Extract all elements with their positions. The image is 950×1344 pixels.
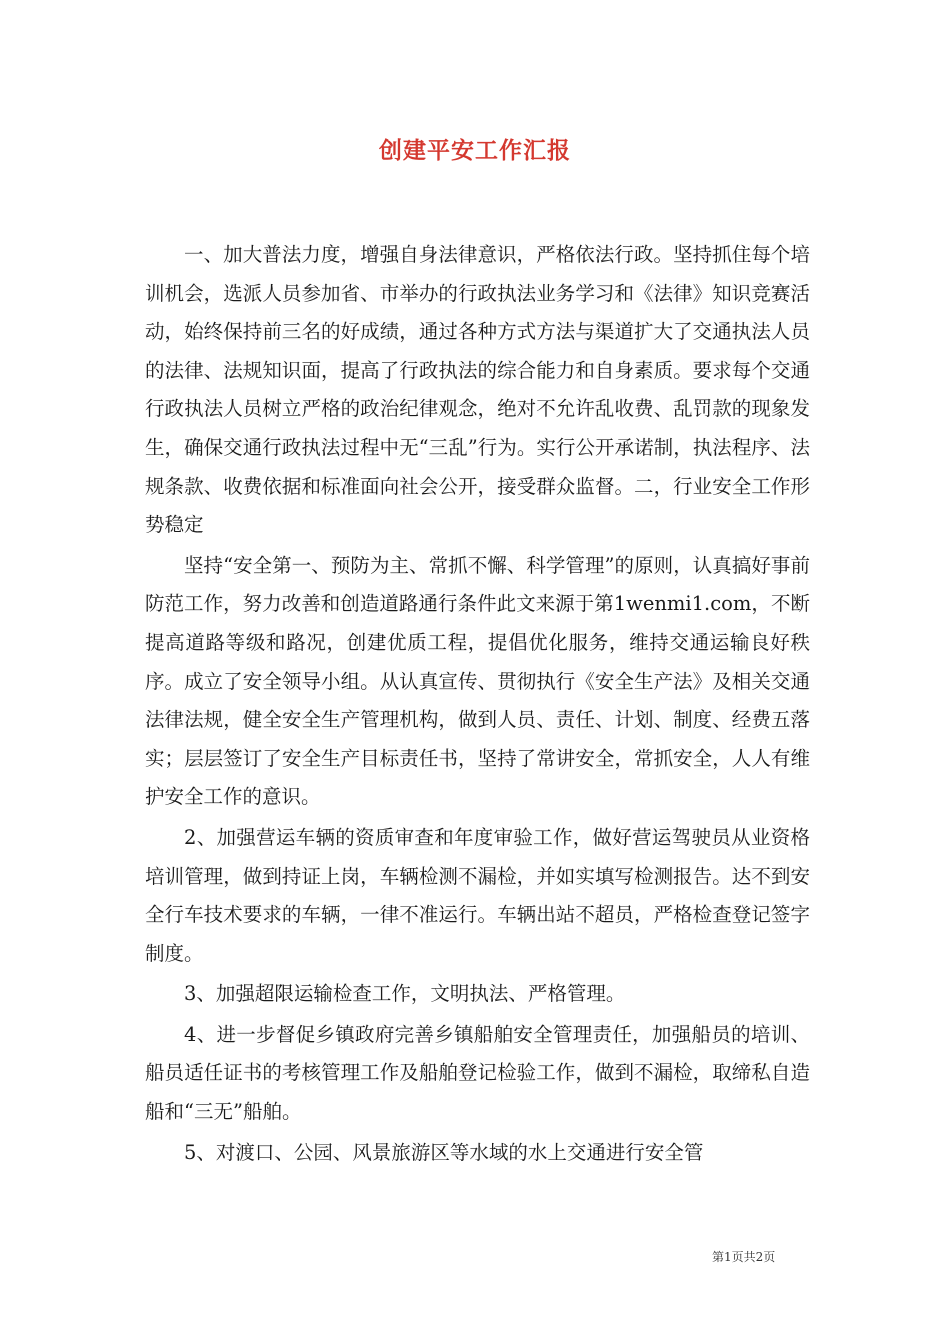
paragraph-5: 4、进一步督促乡镇政府完善乡镇船舶安全管理责任，加强船员的培训、船员适任证书的考核管理工作及船舶登记检验工作，做到不漏检，取缔私自造船和“三无”船舶。 (145, 1022, 810, 1124)
paragraph-2: 坚持“安全第一、预防为主、常抓不懈、科学管理”的原则，认真搞好事前防范工作，努力改善和创造道路通行条件此文来源于第1wenmi1.com，不断提高道路等级和路况，创建优质工程，提倡优化服务，维持交通运输良好秩序。成立了安全领导小组。从认真宣传、贯彻执行《安全生产法》及相关交通法律法规，健全安全生产管理机构，做到人员、责任、计划、制度、经费五落实；层层签订了安全生产目标责任书，坚持了常讲安全，常抓安全，人人有维护安全工作的意识。 (145, 553, 810, 809)
paragraph-1: 一、加大普法力度，增强自身法律意识，严格依法行政。坚持抓住每个培训机会，选派人员参加省、市举办的行政执法业务学习和《法律》知识竞赛活动，始终保持前三名的好成绩，通过各种方式方法与渠道扩大了交通执法人员的法律、法规知识面，提高了行政执法的综合能力和自身素质。要求每个交通行政执法人员树立严格的政治纪律观念，绝对不允许乱收费、乱罚款的现象发生，确保交通行政执法过程中无“三乱”行为。实行公开承诺制，执法程序、法规条款、收费依据和标准面向社会公开，接受群众监督。二，行业安全工作形势稳定 (145, 243, 810, 537)
document-title: 创建平安工作汇报 (379, 137, 571, 164)
page-number: 第1页共2页 (712, 1250, 776, 1264)
paragraph-4: 3、加强超限运输检查工作，文明执法、严格管理。 (184, 982, 626, 1006)
paragraph-3: 2、加强营运车辆的资质审查和年度审验工作，做好营运驾驶员从业资格培训管理，做到持证上岗，车辆检测不漏检，并如实填写检测报告。达不到安全行车技术要求的车辆，一律不准运行。车辆出站不超员，严格检查登记签字制度。 (145, 825, 810, 965)
paragraph-6: 5、对渡口、公园、风景旅游区等水域的水上交通进行安全管 (184, 1140, 704, 1164)
document-body (145, 236, 810, 1172)
